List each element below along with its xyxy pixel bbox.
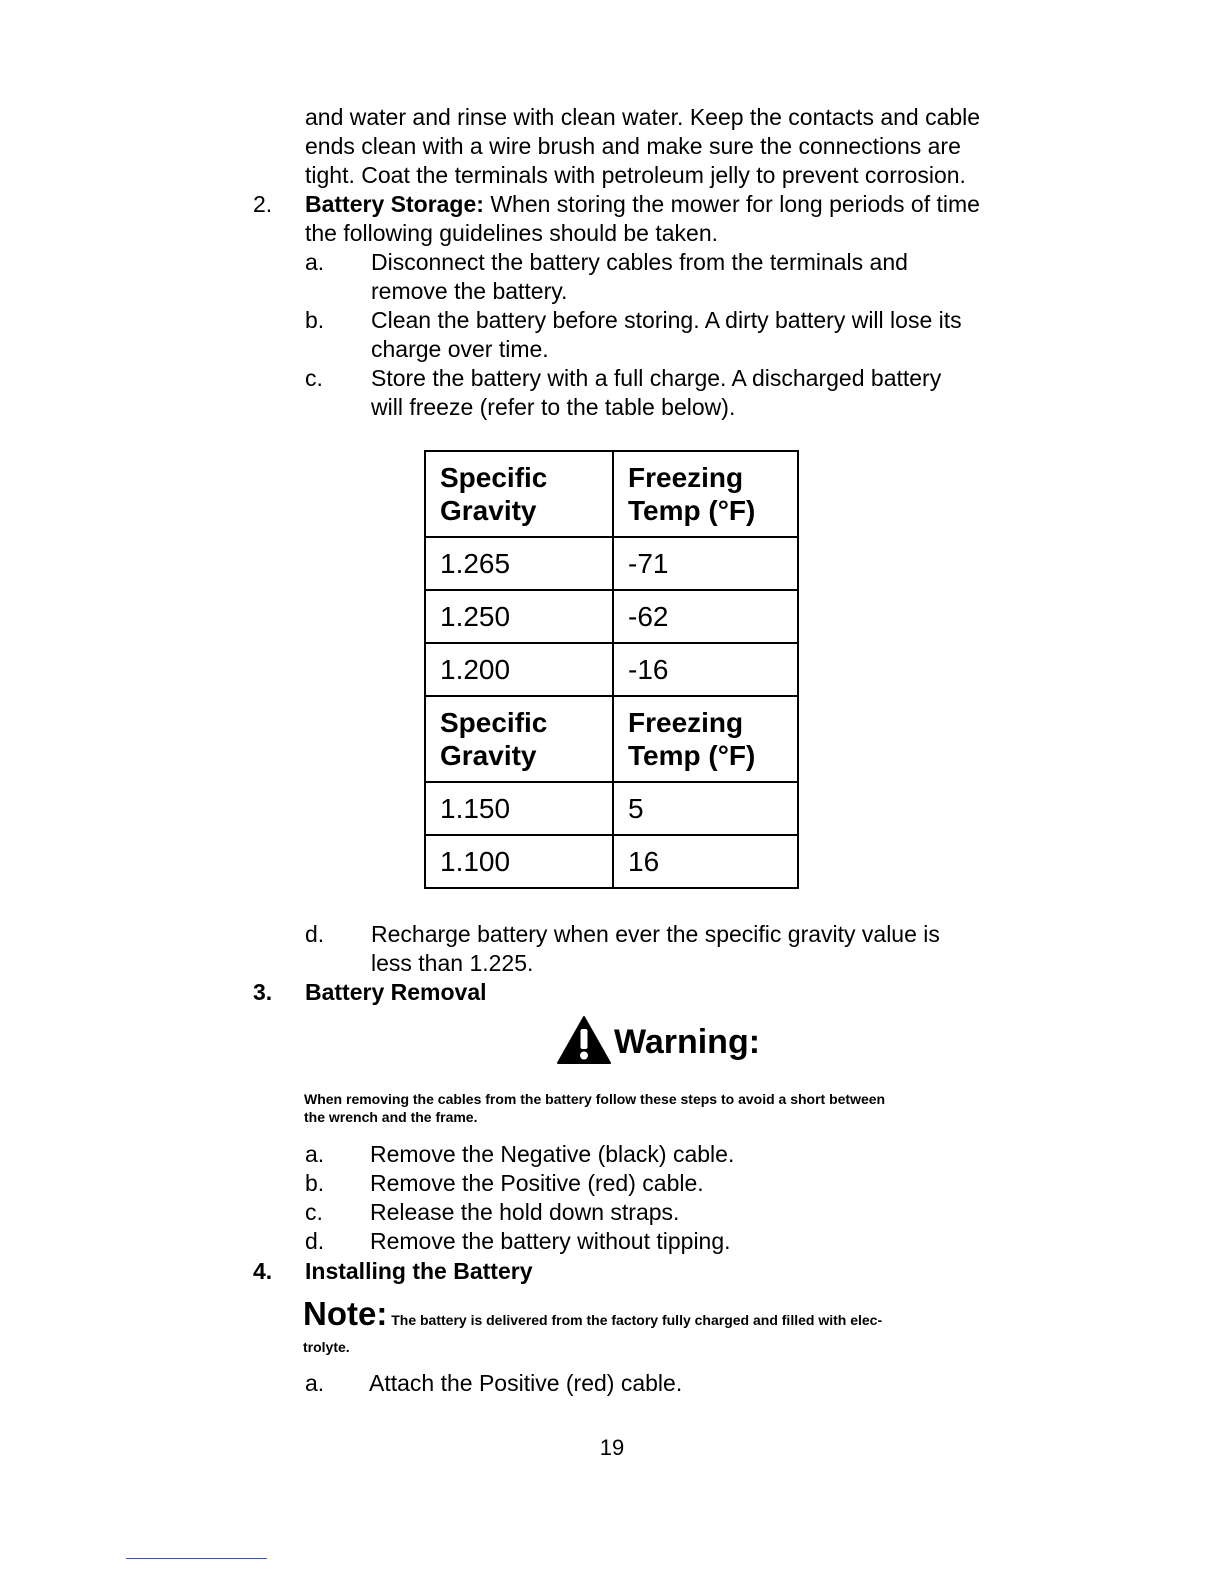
gravity-cell: 1.250 [425,590,613,643]
intro-line-2: ends clean with a wire brush and make sure the connections are [305,133,961,159]
item2c-letter: c. [305,365,323,391]
header-gravity-line-1: Specific [440,707,548,738]
note-text-line-1: The battery is delivered from the factory fully charged and filled with elec- [387,1312,883,1328]
item4a-text: Attach the Positive (red) cable. [369,1370,683,1396]
item2d-line-2: less than 1.225. [371,950,534,976]
warning-icon [556,1015,612,1070]
item2a-letter: a. [305,249,325,275]
intro-line-3: tight. Coat the terminals with petroleum jelly to prevent corrosion. [305,162,966,188]
item3-title: Battery Removal [305,979,487,1005]
header-temp-line-1: Freezing [628,707,744,738]
gravity-cell: 1.100 [425,835,613,888]
header-temp-line-2: Temp (°F) [628,495,756,526]
item2c-line-1: Store the battery with a full charge. A discharged battery [371,365,942,391]
item2-line1-rest: When storing the mower for long periods of time [483,191,980,217]
item3c-letter: c. [305,1199,323,1225]
table-header-row [425,451,798,537]
item2c-line-2: will freeze (refer to the table below). [371,394,736,420]
header-temp-cell [613,451,798,537]
gravity-cell: 1.200 [425,643,613,696]
note-line-1 [303,1294,882,1341]
item3b-text: Remove the Positive (red) cable. [370,1170,704,1196]
item2b-letter: b. [305,307,325,333]
item2d-line-1: Recharge battery when ever the specific gravity value is [371,921,940,947]
item3d-letter: d. [305,1228,325,1254]
header-gravity-line-1: Specific [440,462,548,493]
header-temp-line-2: Temp (°F) [628,740,756,771]
table-row [425,782,798,835]
item2a-line-1: Disconnect the battery cables from the terminals and [371,249,908,275]
item4-number: 4. [253,1258,273,1284]
gravity-cell: 1.150 [425,782,613,835]
warning-text-line-1: When removing the cables from the battery follow these steps to avoid a short between [304,1091,886,1107]
table-row [425,643,798,696]
item3b-letter: b. [305,1170,325,1196]
header-gravity-line-2: Gravity [440,740,537,771]
temp-cell: 16 [613,835,798,888]
warning-text-line-2: the wrench and the frame. [304,1109,478,1125]
temp-cell: -16 [613,643,798,696]
warning-heading [556,1016,760,1068]
item2-title: Battery Storage: [305,191,484,217]
page-number: 19 [599,1435,625,1460]
header-temp-cell [613,696,798,782]
header-gravity-line-2: Gravity [440,495,537,526]
item2a-line-2: remove the battery. [371,278,568,304]
warning-label: Warning: [614,1022,761,1061]
item2-line-2: the following guidelines should be taken. [305,220,719,246]
item4a-letter: a. [305,1370,325,1396]
item2-line-1 [305,190,980,219]
header-gravity-cell [425,696,613,782]
temp-cell: -71 [613,537,798,590]
gravity-cell: 1.265 [425,537,613,590]
note-label: Note: [303,1295,388,1332]
item3a-letter: a. [305,1141,325,1167]
item3d-text: Remove the battery without tipping. [370,1228,731,1254]
specific-gravity-table [424,450,799,889]
item3-number: 3. [253,979,273,1005]
temp-cell: 5 [613,782,798,835]
item2-number: 2. [253,191,273,217]
footer-divider [126,1558,267,1559]
table-header-row-repeat [425,696,798,782]
header-gravity-cell [425,451,613,537]
header-temp-line-1: Freezing [628,462,744,493]
table-row [425,590,798,643]
item2b-line-1: Clean the battery before storing. A dirty battery will lose its [371,307,962,333]
item2b-line-2: charge over time. [371,336,549,362]
item4-title: Installing the Battery [305,1258,533,1284]
item2d-letter: d. [305,921,325,947]
note-text-line-2: trolyte. [303,1339,350,1355]
item3a-text: Remove the Negative (black) cable. [370,1141,735,1167]
table-row [425,835,798,888]
temp-cell: -62 [613,590,798,643]
item3c-text: Release the hold down straps. [370,1199,680,1225]
table-row [425,537,798,590]
intro-line-1: and water and rinse with clean water. Keep the contacts and cable [305,104,981,130]
